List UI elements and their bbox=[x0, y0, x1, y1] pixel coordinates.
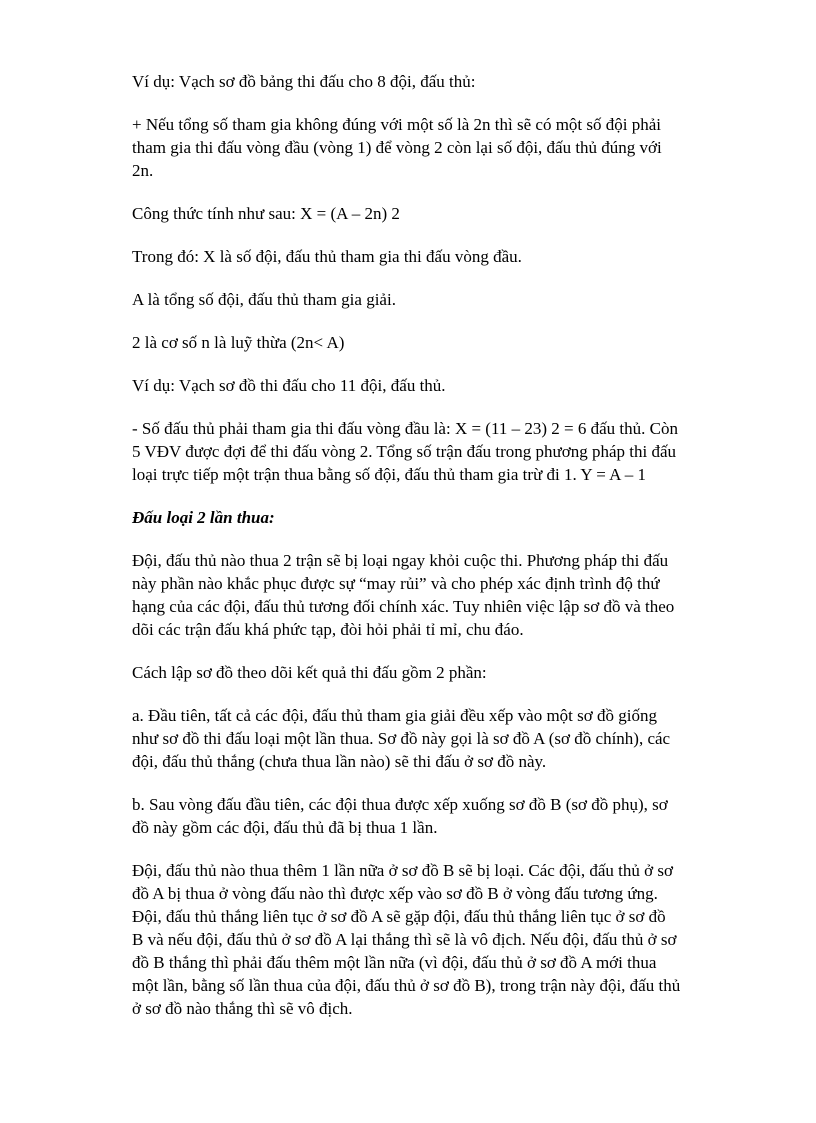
paragraph-definition-x: Trong đó: X là số đội, đấu thủ tham gia thi đấu vòng đầu. bbox=[132, 247, 522, 266]
paragraph-final-rules: Đội, đấu thủ nào thua thêm 1 lần nữa ở sơ đồ B sẽ bị loại. Các đội, đấu thủ ở sơ đồ A bị thua ở vòng đấu nào thì được xếp vào sơ đồ B ở vòng đấu tương ứng. Đội, đấu thủ thắng liên tục ở sơ đồ A sẽ gặp đội, đấu thủ thắng liên tục ở sơ đồ B và nếu đội, đấu thủ ở sơ đồ A lại thắng thì sẽ là vô địch. Nếu đội, đấu thủ ở sơ đồ B thắng thì phải đấu thêm một lần nữa (vì đội, đấu thủ ở sơ đồ A mới thua một lần, bằng số lần thua của đội, đấu thủ ở sơ đồ B), trong trận này đội, đấu thủ ở sơ đồ nào thắng thì sẽ vô địch. bbox=[132, 861, 681, 1018]
paragraph-definition-n: 2 là cơ số n là luỹ thừa (2n< A) bbox=[132, 333, 345, 352]
paragraph-bracket-parts: Cách lập sơ đồ theo dõi kết quả thi đấu gồm 2 phần: bbox=[132, 663, 487, 682]
section-heading-double-elimination: Đấu loại 2 lần thua: bbox=[132, 508, 275, 527]
paragraph-bracket-b: b. Sau vòng đấu đầu tiên, các đội thua được xếp xuống sơ đồ B (sơ đồ phụ), sơ đồ này gồm các đội, đấu thủ đã bị thua 1 lần. bbox=[132, 795, 668, 837]
paragraph-bracket-a: a. Đầu tiên, tất cả các đội, đấu thủ tham gia giải đều xếp vào một sơ đồ giống như sơ đồ thi đấu loại một lần thua. Sơ đồ này gọi là sơ đồ A (sơ đồ chính), các đội, đấu thủ thắng (chưa thua lần nào) sẽ thi đấu ở sơ đồ này. bbox=[132, 706, 671, 771]
paragraph-example-8-teams: Ví dụ: Vạch sơ đồ bảng thi đấu cho 8 đội, đấu thủ: bbox=[132, 72, 476, 91]
paragraph-first-round-calculation: - Số đấu thủ phải tham gia thi đấu vòng đầu là: X = (11 – 23) 2 = 6 đấu thủ. Còn 5 VĐV được đợi để thi đấu vòng 2. Tổng số trận đấu trong phương pháp thi đấu loại trực tiếp một trận thua bằng số đội, đấu thủ tham gia trừ đi 1. Y = A – 1 bbox=[132, 419, 678, 484]
paragraph-example-11-teams: Ví dụ: Vạch sơ đồ thi đấu cho 11 đội, đấu thủ. bbox=[132, 376, 446, 395]
paragraph-definition-a: A là tổng số đội, đấu thủ tham gia giải. bbox=[132, 290, 396, 309]
document-page bbox=[132, 70, 742, 1040]
paragraph-formula: Công thức tính như sau: X = (A – 2n) 2 bbox=[132, 204, 400, 223]
paragraph-double-elimination-intro: Đội, đấu thủ nào thua 2 trận sẽ bị loại ngay khỏi cuộc thi. Phương pháp thi đấu này phần nào khắc phục được sự “may rủi” và cho phép xác định trình độ thứ hạng của các đội, đấu thủ tương đối chính xác. Tuy nhiên việc lập sơ đồ và theo dõi các trận đấu khá phức tạp, đòi hỏi phải tỉ mỉ, chu đáo. bbox=[132, 551, 675, 639]
paragraph-rule-2n: + Nếu tổng số tham gia không đúng với một số là 2n thì sẽ có một số đội phải tham gia thi đấu vòng đầu (vòng 1) để vòng 2 còn lại số đội, đấu thủ đúng với 2n. bbox=[132, 115, 662, 180]
